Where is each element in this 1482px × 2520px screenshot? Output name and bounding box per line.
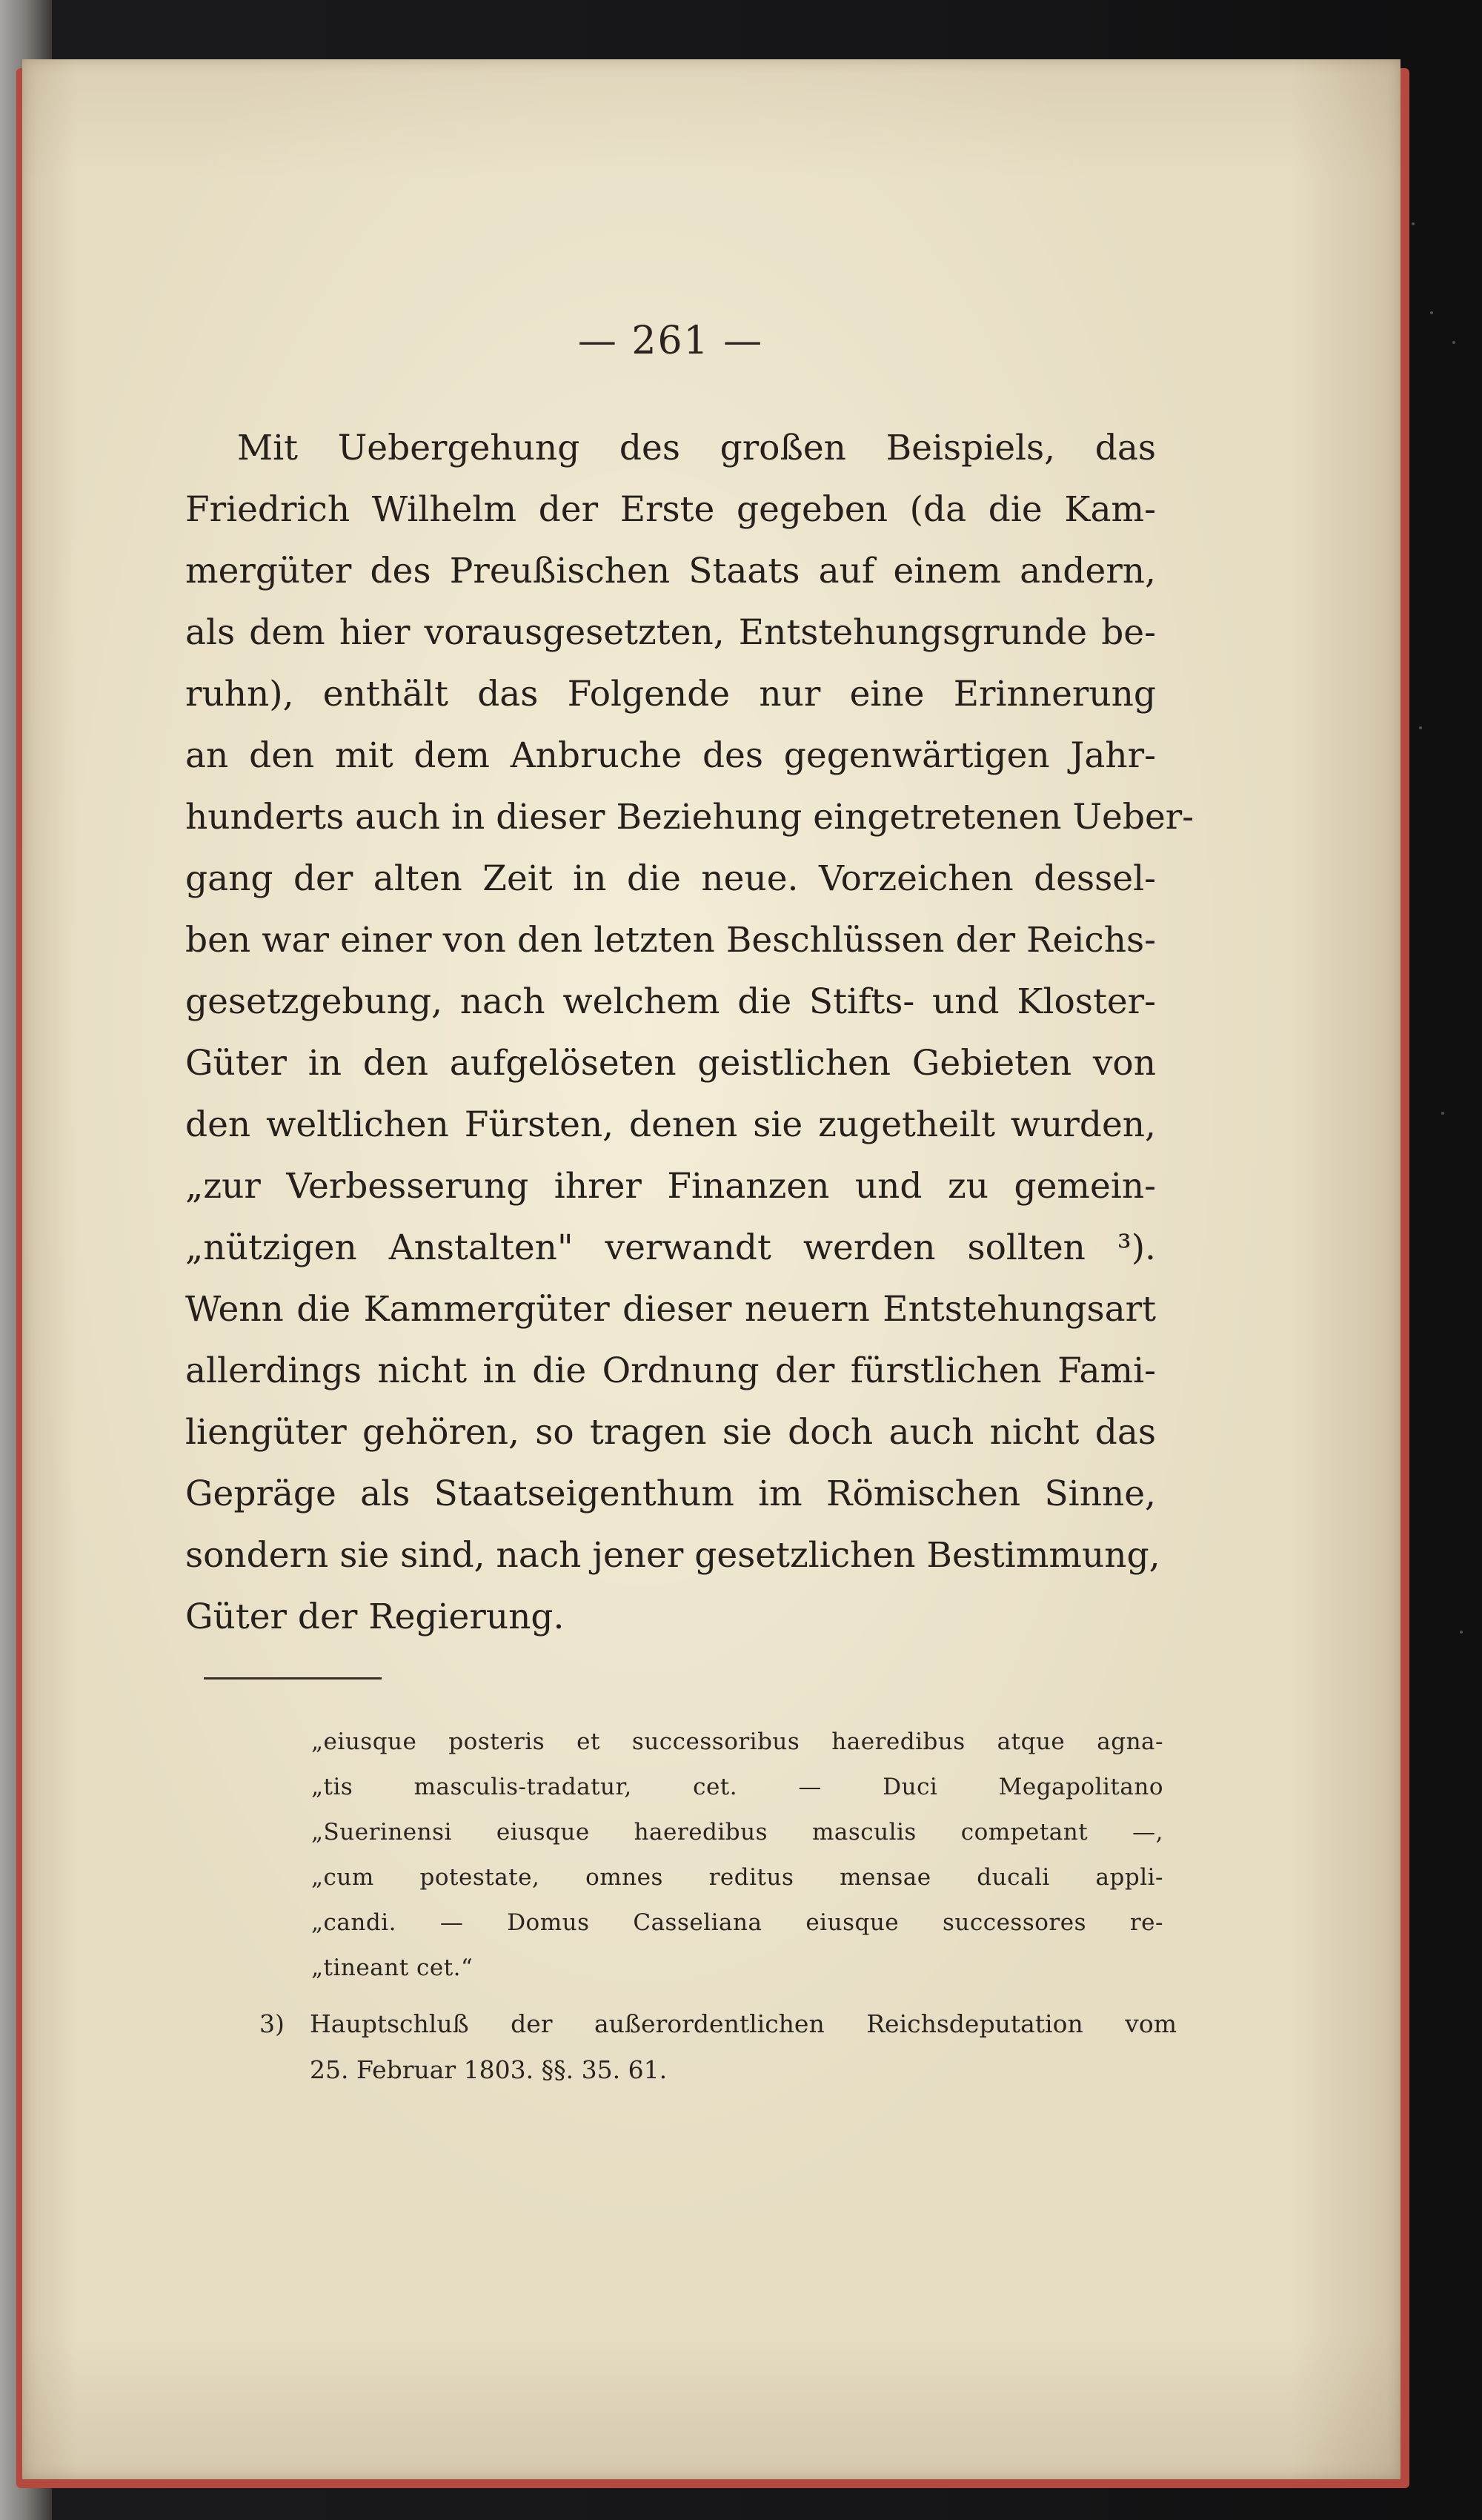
text-line: als dem hier vorausgesetzten, Entstehungsgrunde be- xyxy=(185,612,1156,653)
text-line: Güter in den aufgelöseten geistlichen Gebieten von xyxy=(185,1043,1156,1084)
dust-speck xyxy=(1452,341,1455,344)
text-line: gesetzgebung, nach welchem die Stifts- und Kloster- xyxy=(185,981,1156,1022)
text-line: Gepräge als Staatseigenthum im Römischen Sinne, xyxy=(185,1473,1156,1514)
text-line: ben war einer von den letzten Beschlüssen der Reichs- xyxy=(185,920,1156,961)
dust-speck xyxy=(1430,311,1433,314)
text-line: ruhn), enthält das Folgende nur eine Erinnerung xyxy=(185,674,1156,714)
dust-speck xyxy=(1441,1112,1444,1115)
dust-speck xyxy=(1419,726,1422,729)
dust-speck xyxy=(1460,1631,1463,1634)
text-line: mergüter des Preußischen Staats auf einem andern, xyxy=(185,551,1156,591)
text-line: Güter der Regierung. xyxy=(185,1596,565,1637)
footnote-line: „cum potestate, omnes reditus mensae ducali appli- xyxy=(311,1864,1163,1891)
dust-speck xyxy=(1412,222,1415,225)
footnote-line: 25. Februar 1803. §§. 35. 61. xyxy=(310,2055,668,2084)
footnote-line: „eiusque posteris et successoribus haeredibus atque agna- xyxy=(311,1728,1163,1755)
footnote-line: „Suerinensi eiusque haeredibus masculis competant —, xyxy=(311,1819,1163,1846)
text-line: sondern sie sind, nach jener gesetzlichen Bestimmung, xyxy=(185,1535,1160,1576)
text-line: „nützigen Anstalten" verwandt werden sollten ³). xyxy=(185,1227,1156,1268)
footnote-divider xyxy=(204,1677,382,1680)
text-line: Friedrich Wilhelm der Erste gegeben (da die Kam- xyxy=(185,489,1156,530)
footnote-line: „tineant cet.“ xyxy=(311,1954,473,1981)
footnote-marker: 3) xyxy=(259,2009,285,2038)
text-line: Mit Uebergehung des großen Beispiels, das xyxy=(237,428,1156,468)
page-number: — 261 — xyxy=(577,319,764,363)
text-line: Wenn die Kammergüter dieser neuern Entstehungsart xyxy=(185,1289,1156,1330)
text-line: den weltlichen Fürsten, denen sie zugetheilt wurden, xyxy=(185,1104,1156,1145)
text-line: an den mit dem Anbruche des gegenwärtigen Jahr- xyxy=(185,735,1156,776)
text-line: „zur Verbesserung ihrer Finanzen und zu gemein- xyxy=(185,1166,1156,1207)
footnote-line: „candi. — Domus Casseliana eiusque successores re- xyxy=(311,1909,1163,1936)
footnote-line: Hauptschluß der außerordentlichen Reichsdeputation vom xyxy=(310,2009,1177,2038)
text-line: gang der alten Zeit in die neue. Vorzeichen dessel- xyxy=(185,858,1156,899)
text-line: allerdings nicht in die Ordnung der fürstlichen Fami- xyxy=(185,1350,1156,1391)
text-line: hunderts auch in dieser Beziehung eingetretenen Ueber- xyxy=(185,797,1194,838)
footnote-line: „tis masculis-tradatur, cet. — Duci Megapolitano xyxy=(311,1774,1163,1800)
text-line: liengüter gehören, so tragen sie doch auch nicht das xyxy=(185,1412,1156,1453)
